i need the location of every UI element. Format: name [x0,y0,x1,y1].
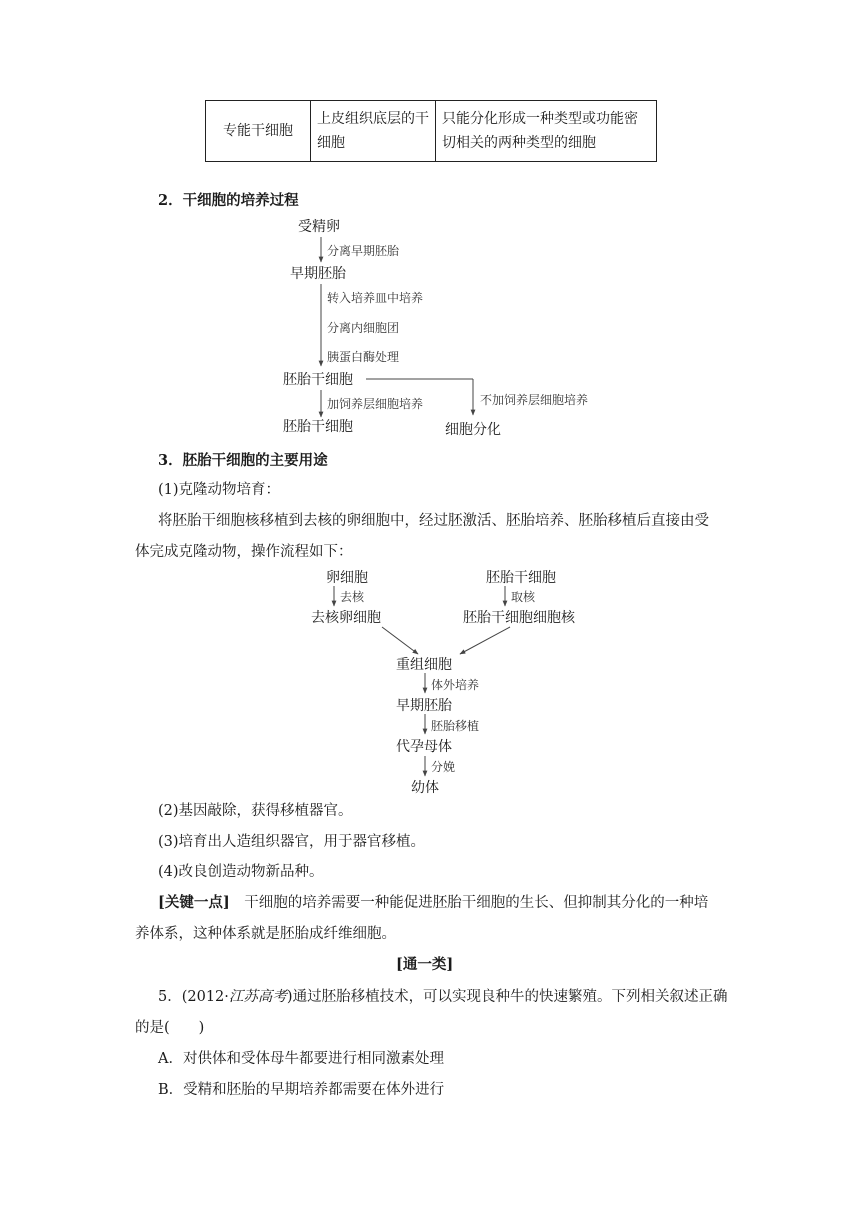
option-b: B．受精和胚胎的早期培养都需要在体外进行 [158,1082,445,1098]
keypoint-label: [关键一点] [158,894,230,911]
flow-step-label: 不加饲养层细胞培养 [480,393,589,407]
question-source: 江苏高考 [228,989,287,1005]
list-item: (2)基因敲除，获得移植器官。 [158,803,353,819]
section-heading: 3．胚胎干细胞的主要用途 [158,452,328,469]
flow-step-label: 加饲养层细胞培养 [327,397,424,411]
flow-node: 细胞分化 [445,422,501,438]
flow-node: 胚胎干细胞细胞核 [463,610,575,626]
flow-node: 代孕母体 [396,739,452,755]
section-heading: 2．干细胞的培养过程 [158,192,299,209]
flow-node: 幼体 [411,780,439,796]
keypoint-line [158,893,708,913]
paragraph-line: 体完成克隆动物，操作流程如下： [135,544,353,560]
flow-step-label: 分娩 [431,760,456,774]
flow-node: 去核卵细胞 [311,610,381,626]
option-a: A．对供体和受体母牛都要进行相同激素处理 [158,1051,444,1067]
keypoint-line: 养体系，这种体系就是胚胎成纤维细胞。 [135,926,396,942]
flow-step-label: 分离早期胚胎 [327,244,400,258]
flow-step-label: 去核 [340,590,365,604]
flow-node: 早期胚胎 [290,266,346,282]
flow-node: 受精卵 [298,219,340,235]
list-item: (4)改良创造动物新品种。 [158,864,324,880]
flow-step-label: 体外培养 [431,678,480,692]
question-stem: 的是( ) [135,1020,205,1036]
table-cell: 上皮组织底层的干细胞 [311,101,436,162]
flow-node: 重组细胞 [396,657,452,673]
question-number: 5．(2012· [158,989,229,1005]
flow-node: 早期胚胎 [396,698,452,714]
list-item: (3)培育出人造组织器官，用于器官移植。 [158,834,426,850]
table-cell: 只能分化形成一种类型或功能密切相关的两种类型的细胞 [436,101,657,162]
flow-step-label: 取核 [511,590,536,604]
flow-node: 胚胎干细胞 [283,372,353,388]
flow-step-label: 胰蛋白酶处理 [327,350,400,364]
flow-step-label: 分离内细胞团 [327,321,400,335]
list-item: (1)克隆动物培育： [158,482,281,498]
table-cell: 专能干细胞 [206,101,311,162]
question-stem [158,987,728,1007]
flow-step-label: 转入培养皿中培养 [327,291,424,305]
question-text: )通过胚胎移植技术，可以实现良种牛的快速繁殖。下列相关叙述正确 [286,989,728,1005]
flow-node: 胚胎干细胞 [283,419,353,435]
flow-step-label: 胚胎移植 [431,719,480,733]
keypoint-text: 干细胞的培养需要一种能促进胚胎干细胞的生长、但抑制其分化的一种培 [229,895,709,911]
practice-heading: [通一类] [396,956,454,973]
paragraph-line: 将胚胎干细胞核移植到去核的卵细胞中，经过胚激活、胚胎培养、胚胎移植后直接由受 [158,513,709,529]
flow-node: 卵细胞 [326,570,368,586]
flow-node: 胚胎干细胞 [486,570,556,586]
